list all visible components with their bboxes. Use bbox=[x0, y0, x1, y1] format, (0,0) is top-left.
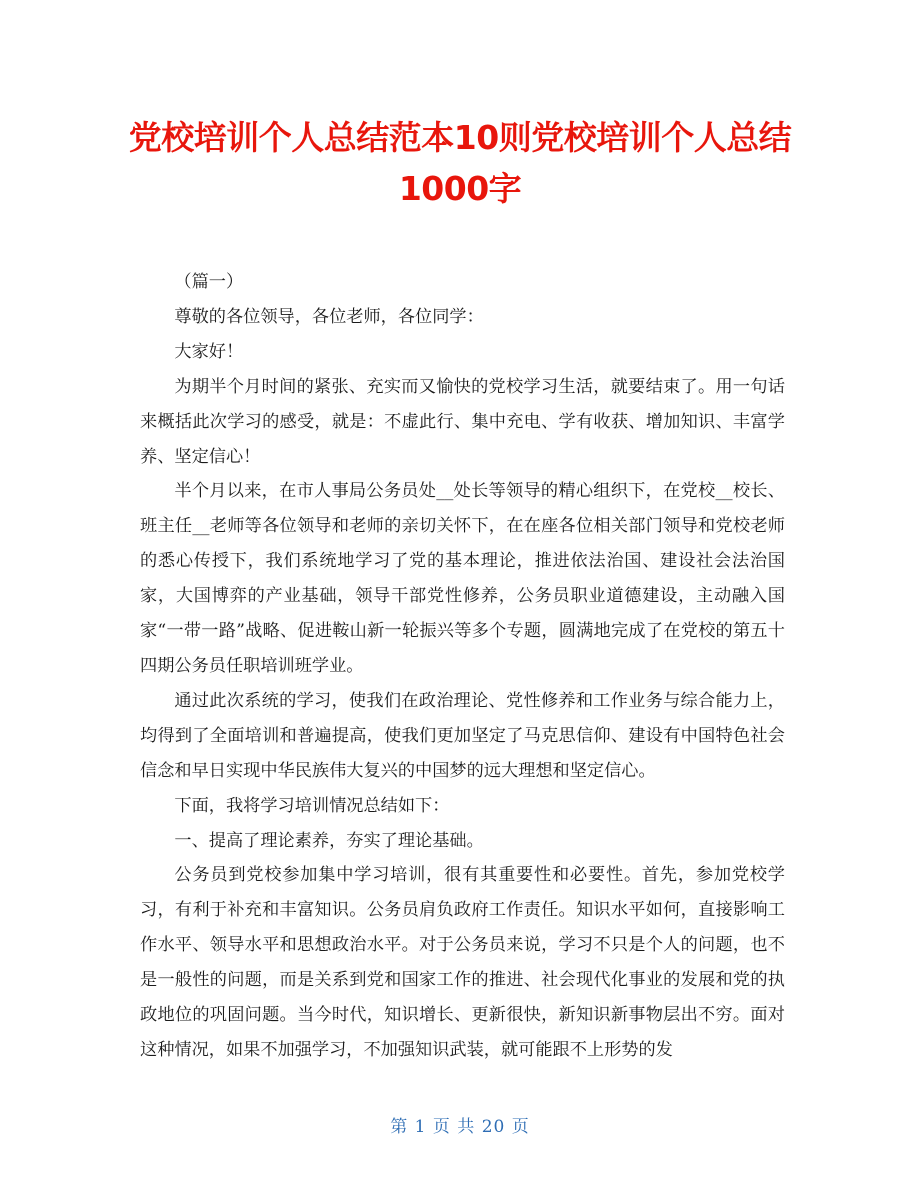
section-heading: （篇一） bbox=[174, 272, 244, 292]
document-title: 党校培训个人总结范本10则党校培训个人总结1000字 bbox=[128, 118, 792, 208]
body-paragraph: 公务员到党校参加集中学习培训，很有其重要性和必要性。首先，参加党校学习，有利于补充和丰富知识。公务员肩负政府工作责任。知识水平如何，直接影响工作水平、领导水平和思想政治水平。对于公务员来说，学习不只是个人的问题，也不是一般性的问题，而是关系到党和国家工作的推进、社会现代化事业的发展和党的执政地位的巩固问题。当今时代，知识增长、更新很快，新知识新事物层出不穷。面对这种情况，如果不加强学习，不加强知识武装，就可能跟不上形势的发 bbox=[140, 865, 785, 1060]
body-paragraph: 为期半个月时间的紧张、充实而又愉快的党校学习生活，就要结束了。用一句话来概括此次学习的感受，就是：不虚此行、集中充电、学有收获、增加知识、丰富学养、坚定信心！ bbox=[140, 376, 785, 467]
document-body bbox=[140, 265, 785, 1068]
body-paragraph: 下面，我将学习培训情况总结如下： bbox=[174, 795, 450, 816]
body-paragraph: 半个月以来，在市人事局公务员处__处长等领导的精心组织下，在党校__校长、班主任__老师等各位领导和老师的亲切关怀下，在在座各位相关部门领导和党校老师的悉心传授下，我们系统地学习了党的基本理论，推进依法治国、建设社会法治国家，大国博弈的产业基础，领导干部党性修养，公务员职业道德建设，主动融入国家“一带一路”战略、促进鞍山新一轮振兴等多个专题，圆满地完成了在党校的第五十四期公务员任职培训班学业。 bbox=[140, 481, 785, 676]
body-paragraph: 通过此次系统的学习，使我们在政治理论、党性修养和工作业务与综合能力上，均得到了全面培训和普遍提高，使我们更加坚定了马克思信仰、建设有中国特色社会信念和早日实现中华民族伟大复兴的中国梦的远大理想和坚定信心。 bbox=[140, 690, 785, 781]
subsection-heading: 一、提高了理论素养，夯实了理论基础。 bbox=[174, 830, 484, 851]
salutation: 尊敬的各位领导，各位老师，各位同学： bbox=[174, 306, 484, 327]
greeting: 大家好！ bbox=[174, 341, 244, 362]
page-footer: 第 1 页 共 20 页 bbox=[390, 1117, 530, 1137]
